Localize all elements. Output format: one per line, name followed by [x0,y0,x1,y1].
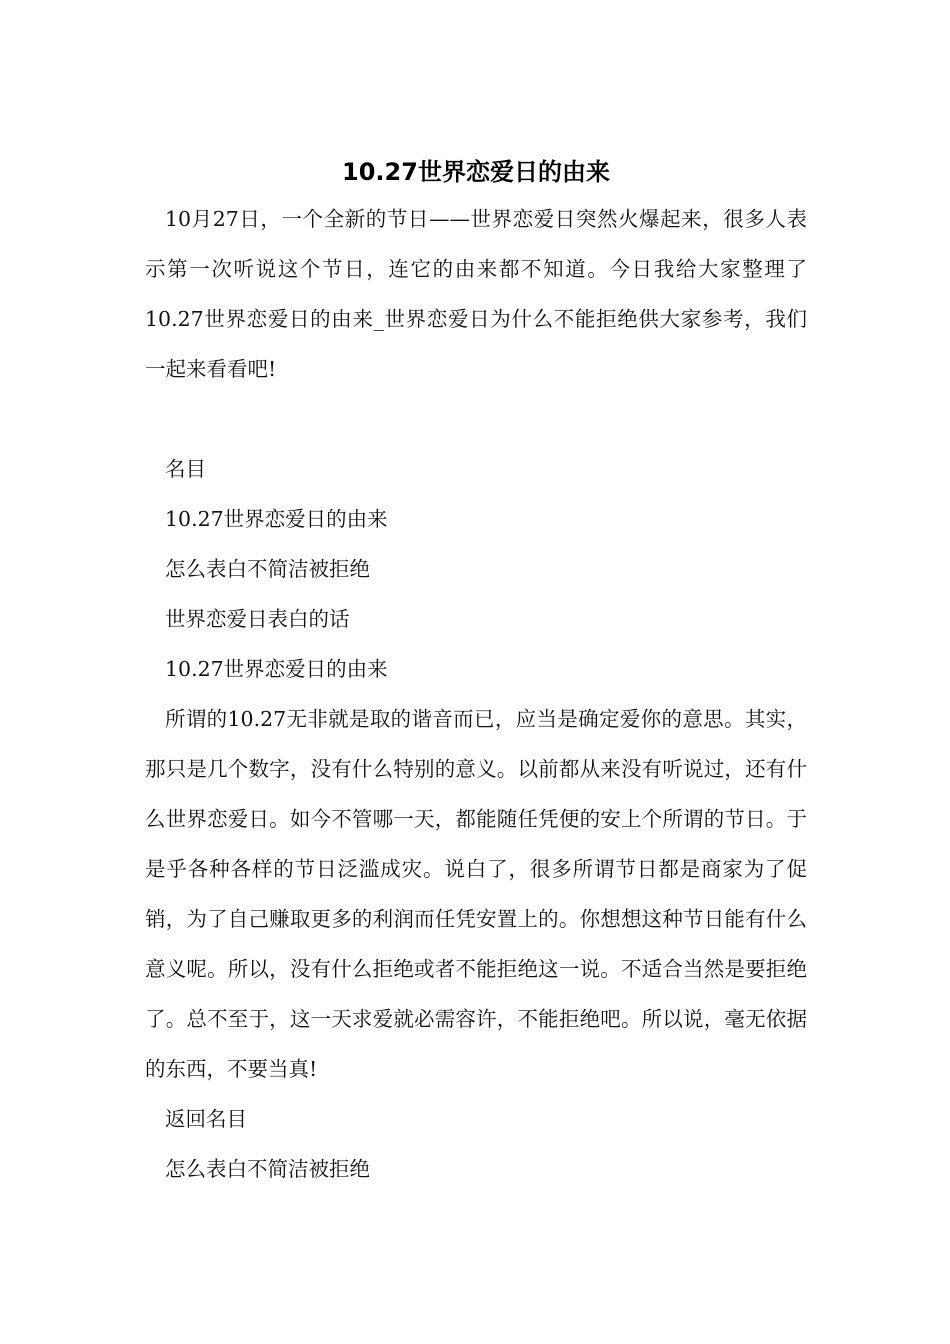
toc-item-confession-tips[interactable]: 怎么表白不简洁被拒绝 [165,557,370,581]
section-body-origin: 所谓的10.27无非就是取的谐音而已，应当是确定爱你的意思。其实，那只是几个数字，没有什么特别的意义。以前都从来没有听说过，还有什么世界恋爱日。如今不管哪一天，都能随任凭便的安上个所谓的节日。于是乎各种各样的节日泛滥成灾。说白了，很多所谓节日都是商家为了促销，为了自己赚取更多的利润而任凭安置上的。你想想这种节日能有什么意义呢。所以，没有什么拒绝或者不能拒绝这一说。不适合当然是要拒绝了。总不至于，这一天求爱就必需容许，不能拒绝吧。所以说，毫无依据的东西，不要当真! [145,707,807,1081]
toc-heading: 名目 [165,457,206,481]
section-heading-confession-tips: 怎么表白不简洁被拒绝 [165,1157,370,1181]
toc-item-confession-words[interactable]: 世界恋爱日表白的话 [165,607,350,631]
section-heading-origin: 10.27世界恋爱日的由来 [165,657,388,681]
spacer [145,394,807,444]
document-title: 10.27世界恋爱日的由来 [342,158,610,186]
intro-paragraph: 10月27日，一个全新的节日——世界恋爱日突然火爆起来，很多人表示第一次听说这个节日，连它的由来都不知道。今日我给大家整理了10.27世界恋爱日的由来_世界恋爱日为什么不能拒绝供大家参考，我们一起来看看吧! [145,207,807,381]
document-content [145,150,807,1194]
back-to-toc-link[interactable]: 返回名目 [165,1107,247,1131]
toc-item-origin[interactable]: 10.27世界恋爱日的由来 [165,507,388,531]
